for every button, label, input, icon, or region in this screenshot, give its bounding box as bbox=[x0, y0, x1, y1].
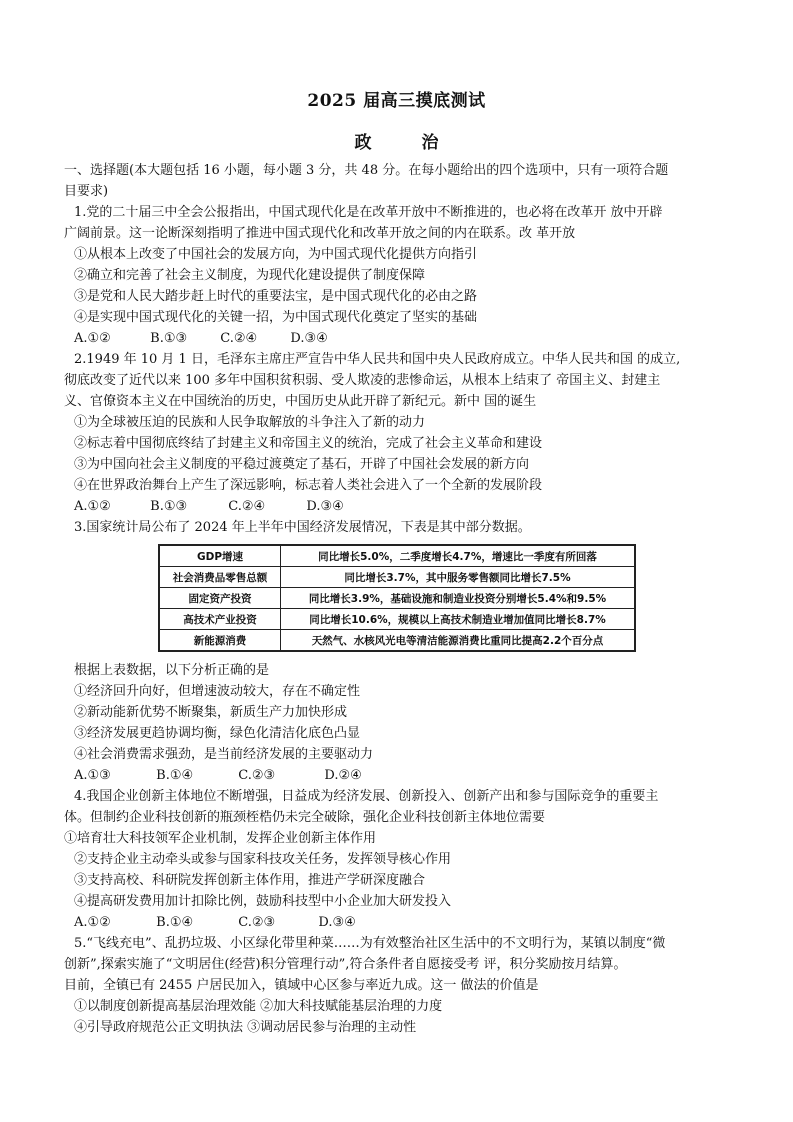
question-stem: 4.我国企业创新主体地位不断增强，日益成为经济发展、创新投入、创新产出和参与国际竞争的重要主 bbox=[74, 789, 659, 804]
option-a: A.①② bbox=[74, 499, 111, 514]
question-item: ①经济回升向好，但增速波动较大，存在不确定性 bbox=[74, 684, 361, 699]
table-cell-value: 同比增长5.0%，二季度增长4.7%，增速比一季度有所回落 bbox=[281, 545, 636, 567]
table-cell-value: 同比增长3.7%，其中服务零售额同比增长7.5% bbox=[281, 567, 636, 588]
table-row bbox=[159, 588, 635, 609]
question-stem: 广阔前景。这一论断深刻指明了推进中国式现代化和改革开放之间的内在联系。改 革开放 bbox=[64, 226, 576, 241]
table-cell-value: 同比增长3.9%，基础设施和制造业投资分别增长5.4%和9.5% bbox=[281, 588, 636, 609]
question-prompt: 根据上表数据，以下分析正确的是 bbox=[74, 663, 270, 678]
question-item: ①为全球被压迫的民族和人民争取解放的斗争注入了新的动力 bbox=[74, 415, 426, 430]
economic-data-table bbox=[158, 544, 636, 652]
question-2 bbox=[64, 349, 730, 517]
answer-options bbox=[64, 765, 730, 786]
question-item: ④社会消费需求强劲，是当前经济发展的主要驱动力 bbox=[74, 747, 374, 762]
option-d: D.③④ bbox=[290, 331, 328, 346]
question-item: ②标志着中国彻底终结了封建主义和帝国主义的统治，完成了社会主义革命和建设 bbox=[74, 436, 543, 451]
question-item: ④在世界政治舞台上产生了深远影响，标志着人类社会进入了一个全新的发展阶段 bbox=[74, 478, 543, 493]
option-b: B.①④ bbox=[156, 915, 194, 930]
question-1 bbox=[64, 202, 730, 349]
question-5 bbox=[64, 933, 730, 1038]
answer-options bbox=[64, 912, 730, 933]
table-row bbox=[159, 567, 635, 588]
question-4 bbox=[64, 786, 730, 933]
section-heading-line: 目要求) bbox=[64, 184, 109, 199]
question-item: ③为中国向社会主义制度的平稳过渡奠定了基石，开辟了中国社会发展的新方向 bbox=[74, 457, 530, 472]
option-c: C.②③ bbox=[238, 915, 276, 930]
section-heading-line: 一、选择题(本大题包括 16 小题，每小题 3 分，共 48 分。在每小题给出的四个选项中，只有一项符合题 bbox=[64, 163, 669, 178]
table-cell-value: 天然气、水核风光电等清洁能源消费比重同比提高2.2个百分点 bbox=[281, 630, 636, 652]
table-row bbox=[159, 545, 635, 567]
option-a: A.①② bbox=[74, 915, 111, 930]
question-stem: 3.国家统计局公布了 2024 年上半年中国经济发展情况，下表是其中部分数据。 bbox=[74, 520, 531, 535]
question-item: ②支持企业主动牵头或参与国家科技攻关任务，发挥领导核心作用 bbox=[74, 852, 452, 867]
question-item: ④是实现中国式现代化的关键一招，为中国式现代化奠定了坚实的基础 bbox=[74, 310, 478, 325]
table-cell-key: 新能源消费 bbox=[159, 630, 281, 652]
option-b: B.①③ bbox=[150, 499, 188, 514]
question-item: ③支持高校、科研院发挥创新主体作用，推进产学研深度融合 bbox=[74, 873, 426, 888]
question-stem: 体。但制约企业科技创新的瓶颈桎梏仍未完全破除，强化企业科技创新主体地位需要 bbox=[64, 810, 546, 825]
question-3 bbox=[64, 517, 730, 786]
option-a: A.①③ bbox=[74, 768, 111, 783]
answer-options bbox=[64, 496, 730, 517]
exam-title: 2025 届高三摸底测试 bbox=[307, 91, 486, 111]
table-row bbox=[159, 609, 635, 630]
option-c: C.②④ bbox=[228, 499, 266, 514]
question-item: ③是党和人民大踏步赶上时代的重要法宝，是中国式现代化的必由之路 bbox=[74, 289, 478, 304]
question-item: ④引导政府规范公正文明执法 ③调动居民参与治理的主动性 bbox=[74, 1020, 417, 1035]
question-item: ④提高研发费用加计扣除比例，鼓励科技型中小企业加大研发投入 bbox=[74, 894, 452, 909]
option-d: D.③④ bbox=[318, 915, 356, 930]
question-stem: 义、官僚资本主义在中国统治的历史，中国历史从此开辟了新纪元。新中 国的诞生 bbox=[64, 394, 537, 409]
question-stem: 1.党的二十届三中全会公报指出，中国式现代化是在改革开放中不断推进的，也必将在改革开 放中开辟 bbox=[74, 205, 663, 220]
exam-content bbox=[64, 160, 730, 1038]
question-stem: 目前，全镇已有 2455 户居民加入，镇域中心区参与率近九成。这一 做法的价值是 bbox=[64, 978, 539, 993]
question-item: ②新动能新优势不断聚集，新质生产力加快形成 bbox=[74, 705, 348, 720]
option-d: D.③④ bbox=[306, 499, 344, 514]
option-b: B.①③ bbox=[150, 331, 188, 346]
table-cell-value: 同比增长10.6%，规模以上高技术制造业增加值同比增长8.7% bbox=[281, 609, 636, 630]
answer-options bbox=[64, 328, 730, 349]
question-stem: 彻底改变了近代以来 100 多年中国积贫积弱、受人欺凌的悲惨命运，从根本上结束了 帝国主义、封建主 bbox=[64, 373, 661, 388]
option-c: C.②④ bbox=[220, 331, 258, 346]
option-b: B.①④ bbox=[156, 768, 194, 783]
question-stem: 创新”,探索实施了“文明居住(经营)积分管理行动”,符合条件者自愿接受考 评，积分奖励按月结算。 bbox=[64, 957, 627, 972]
table-cell-key: 社会消费品零售总额 bbox=[159, 567, 281, 588]
question-item: ③经济发展更趋协调均衡，绿色化清洁化底色凸显 bbox=[74, 726, 361, 741]
question-item: ①从根本上改变了中国社会的发展方向，为中国式现代化提供方向指引 bbox=[74, 247, 478, 262]
option-d: D.②④ bbox=[324, 768, 362, 783]
option-a: A.①② bbox=[74, 331, 111, 346]
table-cell-key: 固定资产投资 bbox=[159, 588, 281, 609]
table-cell-key: 高技术产业投资 bbox=[159, 609, 281, 630]
question-item: ②确立和完善了社会主义制度，为现代化建设提供了制度保障 bbox=[74, 268, 426, 283]
subject-title: 政 治 bbox=[354, 133, 461, 153]
table-cell-key: GDP增速 bbox=[159, 545, 281, 567]
question-item: ①以制度创新提高基层治理效能 ②加大科技赋能基层治理的力度 bbox=[74, 999, 443, 1014]
question-item: ①培育壮大科技领军企业机制，发挥企业创新主体作用 bbox=[64, 831, 377, 846]
option-c: C.②③ bbox=[238, 768, 276, 783]
question-stem: 2.1949 年 10 月 1 日，毛泽东主席庄严宣告中华人民共和国中央人民政府成立。中华人民共和国 的成立, bbox=[74, 352, 681, 367]
question-stem: 5.“飞线充电”、乱扔垃圾、小区绿化带里种菜……为有效整治社区生活中的不文明行为，某镇以制度“微 bbox=[74, 936, 666, 951]
table-row bbox=[159, 630, 635, 652]
